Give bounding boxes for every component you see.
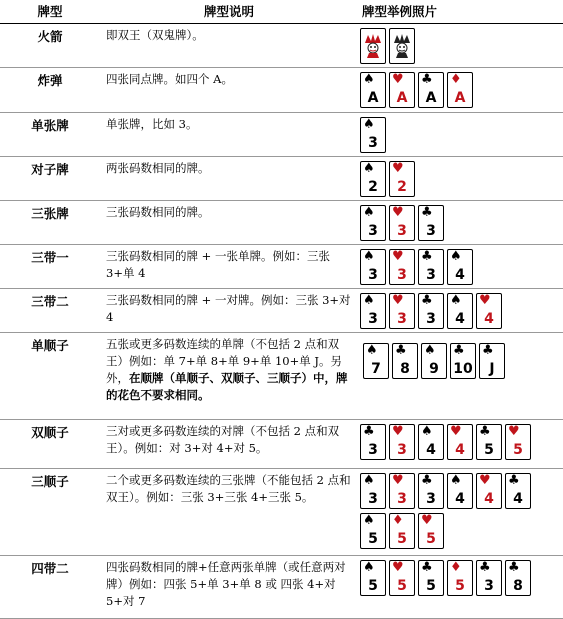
description-text: 单张牌，比如 3。 (106, 117, 198, 131)
card-rank: 4 (455, 267, 465, 283)
card-rank: 3 (368, 311, 378, 327)
playing-card (479, 343, 505, 379)
card-rank: 2 (397, 179, 407, 195)
playing-card (360, 161, 386, 197)
suit-icon: ♣ (421, 72, 433, 87)
suit-icon: ♠ (363, 293, 375, 308)
playing-card (476, 473, 502, 509)
playing-card (447, 473, 473, 509)
playing-card (389, 293, 415, 329)
card-type-name: 对子牌 (0, 157, 100, 201)
card-rank: 4 (455, 491, 465, 507)
table-row (0, 420, 563, 469)
suit-icon: ♠ (421, 424, 433, 439)
suit-icon: ♣ (421, 560, 433, 575)
card-rank: 3 (484, 578, 494, 594)
red-joker-icon (360, 28, 386, 64)
card-type-name: 火箭 (0, 24, 100, 68)
card-rank: A (454, 90, 466, 106)
suit-icon: ♥ (392, 424, 404, 439)
card-example (358, 157, 563, 201)
playing-card (389, 513, 415, 549)
suit-icon: ♥ (392, 205, 404, 220)
card-type-table (0, 2, 563, 619)
card-rank: A (367, 90, 379, 106)
card-rank: 5 (484, 442, 494, 458)
card-rank: A (396, 90, 408, 106)
card-rank: 2 (368, 179, 378, 195)
playing-card (360, 473, 386, 509)
card-example (358, 556, 563, 619)
description-text: 三张码数相同的牌。 (106, 205, 210, 219)
card-rank: 5 (426, 578, 436, 594)
suit-icon: ♠ (363, 117, 375, 132)
card-example (358, 68, 563, 113)
card-rank: 3 (426, 223, 436, 239)
table-row (0, 556, 563, 619)
suit-icon: ♣ (421, 205, 433, 220)
card-example (358, 469, 563, 556)
card-rank: 3 (426, 267, 436, 283)
playing-card (360, 249, 386, 285)
suit-icon: ♠ (363, 473, 375, 488)
suit-icon: ♣ (479, 424, 491, 439)
card-type-name: 双顺子 (0, 420, 100, 469)
suit-icon: ♥ (450, 424, 462, 439)
suit-icon: ♣ (421, 293, 433, 308)
playing-card (392, 343, 418, 379)
suit-icon: ♥ (421, 513, 433, 528)
suit-icon: ♠ (363, 560, 375, 575)
playing-card (363, 343, 389, 379)
description-text: 即双王（双鬼牌）。 (106, 28, 204, 42)
card-rank: 3 (397, 223, 407, 239)
card-rank: 7 (371, 361, 381, 377)
card-rank: 3 (426, 311, 436, 327)
card-example (358, 113, 563, 157)
card-rank: A (425, 90, 437, 106)
table-row (0, 68, 563, 113)
card-rank: 4 (513, 491, 523, 507)
card-rank: 8 (513, 578, 523, 594)
card-rank: 8 (400, 361, 410, 377)
header-example: 牌型举例照片 (358, 2, 563, 24)
table-row (0, 469, 563, 556)
card-rank: 3 (368, 491, 378, 507)
suit-icon: ♠ (363, 161, 375, 176)
suit-icon: ♠ (424, 343, 436, 358)
suit-icon: ♠ (366, 343, 378, 358)
suit-icon: ♥ (392, 72, 404, 87)
card-type-name: 三带一 (0, 245, 100, 289)
playing-card (418, 249, 444, 285)
card-rank: 3 (397, 311, 407, 327)
suit-icon: ♥ (392, 161, 404, 176)
header-row (0, 2, 563, 24)
playing-card (360, 72, 386, 108)
suit-icon: ♣ (508, 473, 520, 488)
playing-card (360, 205, 386, 241)
playing-card (360, 513, 386, 549)
playing-card (418, 72, 444, 108)
card-type-name: 三带二 (0, 289, 100, 333)
card-type-name: 单顺子 (0, 333, 100, 420)
description-text: 二个或更多码数连续的三张牌（不能包括 2 点和双王）。例如：三张 3+三张 4+三张 5。 (106, 473, 351, 504)
description-text: 两张码数相同的牌。 (106, 161, 210, 175)
playing-card (447, 293, 473, 329)
playing-card (447, 249, 473, 285)
playing-card (447, 560, 473, 596)
table-row (0, 245, 563, 289)
card-rank: 4 (484, 491, 494, 507)
suit-icon: ♣ (479, 560, 491, 575)
suit-icon: ♠ (450, 293, 462, 308)
description-emphasis: 在顺牌（单顺子、双顺子、三顺子）中，牌的花色不要求相同。 (106, 371, 348, 402)
card-type-name: 三张牌 (0, 201, 100, 245)
suit-icon: ♠ (363, 72, 375, 87)
suit-icon: ♣ (508, 560, 520, 575)
playing-card (476, 293, 502, 329)
card-type-description (100, 157, 358, 201)
suit-icon: ♥ (479, 473, 491, 488)
card-rank: 4 (426, 442, 436, 458)
suit-icon: ♥ (392, 473, 404, 488)
card-rank: 3 (368, 267, 378, 283)
card-type-description (100, 469, 358, 556)
black-joker-icon (389, 28, 415, 64)
description-text: 四张码数相同的牌+任意两张单牌（或任意两对牌）例如：四张 5+单 3+单 8 或 四张 4+对 5+对 7 (106, 560, 346, 608)
description-text: 四张同点牌。如四个 A。 (106, 72, 233, 86)
table-row (0, 289, 563, 333)
card-rank: 5 (368, 578, 378, 594)
card-rank: 3 (397, 442, 407, 458)
playing-card (389, 473, 415, 509)
description-text: 三张码数相同的牌 + 一张单牌。例如：三张 3+单 4 (106, 249, 330, 280)
playing-card (476, 560, 502, 596)
card-type-description (100, 420, 358, 469)
suit-icon: ♥ (392, 560, 404, 575)
card-type-name: 单张牌 (0, 113, 100, 157)
card-example (358, 289, 563, 333)
card-rank: 4 (455, 311, 465, 327)
card-rank: 3 (368, 135, 378, 151)
card-example (358, 201, 563, 245)
playing-card (389, 424, 415, 460)
card-rank: 3 (368, 223, 378, 239)
suit-icon: ♣ (421, 473, 433, 488)
playing-card (418, 293, 444, 329)
table-row (0, 157, 563, 201)
card-rank: 10 (453, 361, 473, 377)
card-type-description (100, 201, 358, 245)
card-rank: 9 (429, 361, 439, 377)
playing-card (418, 205, 444, 241)
suit-icon: ♣ (453, 343, 465, 358)
card-type-description (100, 289, 358, 333)
suit-icon: ♠ (363, 249, 375, 264)
card-type-description (100, 333, 358, 420)
card-rank: 5 (368, 531, 378, 547)
suit-icon: ♠ (363, 205, 375, 220)
table-row (0, 24, 563, 68)
card-type-name: 三顺子 (0, 469, 100, 556)
card-type-description (100, 556, 358, 619)
playing-card (447, 72, 473, 108)
playing-card (389, 72, 415, 108)
description-text: 三对或更多码数连续的对牌（不包括 2 点和双王）。例如：对 3+对 4+对 5。 (106, 424, 340, 455)
playing-card (418, 424, 444, 460)
playing-card (360, 117, 386, 153)
playing-card (418, 473, 444, 509)
playing-card (389, 205, 415, 241)
playing-card (360, 293, 386, 329)
playing-card (447, 424, 473, 460)
playing-card (389, 249, 415, 285)
card-rank: 3 (397, 491, 407, 507)
suit-icon: ♣ (421, 249, 433, 264)
card-example (358, 333, 563, 420)
playing-card (450, 343, 476, 379)
card-example (358, 24, 563, 68)
suit-icon: ♦ (450, 72, 462, 87)
card-rank: 5 (397, 578, 407, 594)
description-text: 五张或更多码数连续的单牌（不包括 2 点和双王）例如：单 7+单 8+单 9+单 10+单 J。另外， (106, 337, 343, 385)
playing-card (360, 560, 386, 596)
card-type-name: 炸弹 (0, 68, 100, 113)
suit-icon: ♥ (392, 249, 404, 264)
suit-icon: ♠ (450, 473, 462, 488)
card-rank: 5 (397, 531, 407, 547)
suit-icon: ♥ (479, 293, 491, 308)
suit-icon: ♥ (508, 424, 520, 439)
playing-card (389, 560, 415, 596)
suit-icon: ♥ (392, 293, 404, 308)
card-example (358, 420, 563, 469)
suit-icon: ♣ (482, 343, 494, 358)
table-row (0, 113, 563, 157)
suit-icon: ♠ (450, 249, 462, 264)
card-rank: 5 (426, 531, 436, 547)
card-type-description (100, 68, 358, 113)
playing-card (476, 424, 502, 460)
table-row (0, 201, 563, 245)
playing-card (505, 473, 531, 509)
card-rank: 3 (426, 491, 436, 507)
card-rank: 5 (513, 442, 523, 458)
playing-card (505, 424, 531, 460)
header-type: 牌型 (0, 2, 100, 24)
card-rank: 3 (397, 267, 407, 283)
table-row (0, 333, 563, 420)
suit-icon: ♦ (450, 560, 462, 575)
suit-icon: ♠ (363, 513, 375, 528)
suit-icon: ♣ (395, 343, 407, 358)
card-rank: 4 (455, 442, 465, 458)
card-rank: 5 (455, 578, 465, 594)
playing-card (418, 560, 444, 596)
card-rank: J (489, 361, 495, 377)
card-type-description (100, 113, 358, 157)
suit-icon: ♣ (363, 424, 375, 439)
description-text: 三张码数相同的牌 + 一对牌。例如：三张 3+对 4 (106, 293, 351, 324)
header-desc: 牌型说明 (100, 2, 358, 24)
card-type-name: 四带二 (0, 556, 100, 619)
playing-card (505, 560, 531, 596)
suit-icon: ♦ (392, 513, 404, 528)
card-rank: 4 (484, 311, 494, 327)
card-example (358, 245, 563, 289)
card-type-description (100, 24, 358, 68)
playing-card (360, 424, 386, 460)
playing-card (421, 343, 447, 379)
card-rank: 3 (368, 442, 378, 458)
playing-card (389, 161, 415, 197)
playing-card (418, 513, 444, 549)
card-type-description (100, 245, 358, 289)
